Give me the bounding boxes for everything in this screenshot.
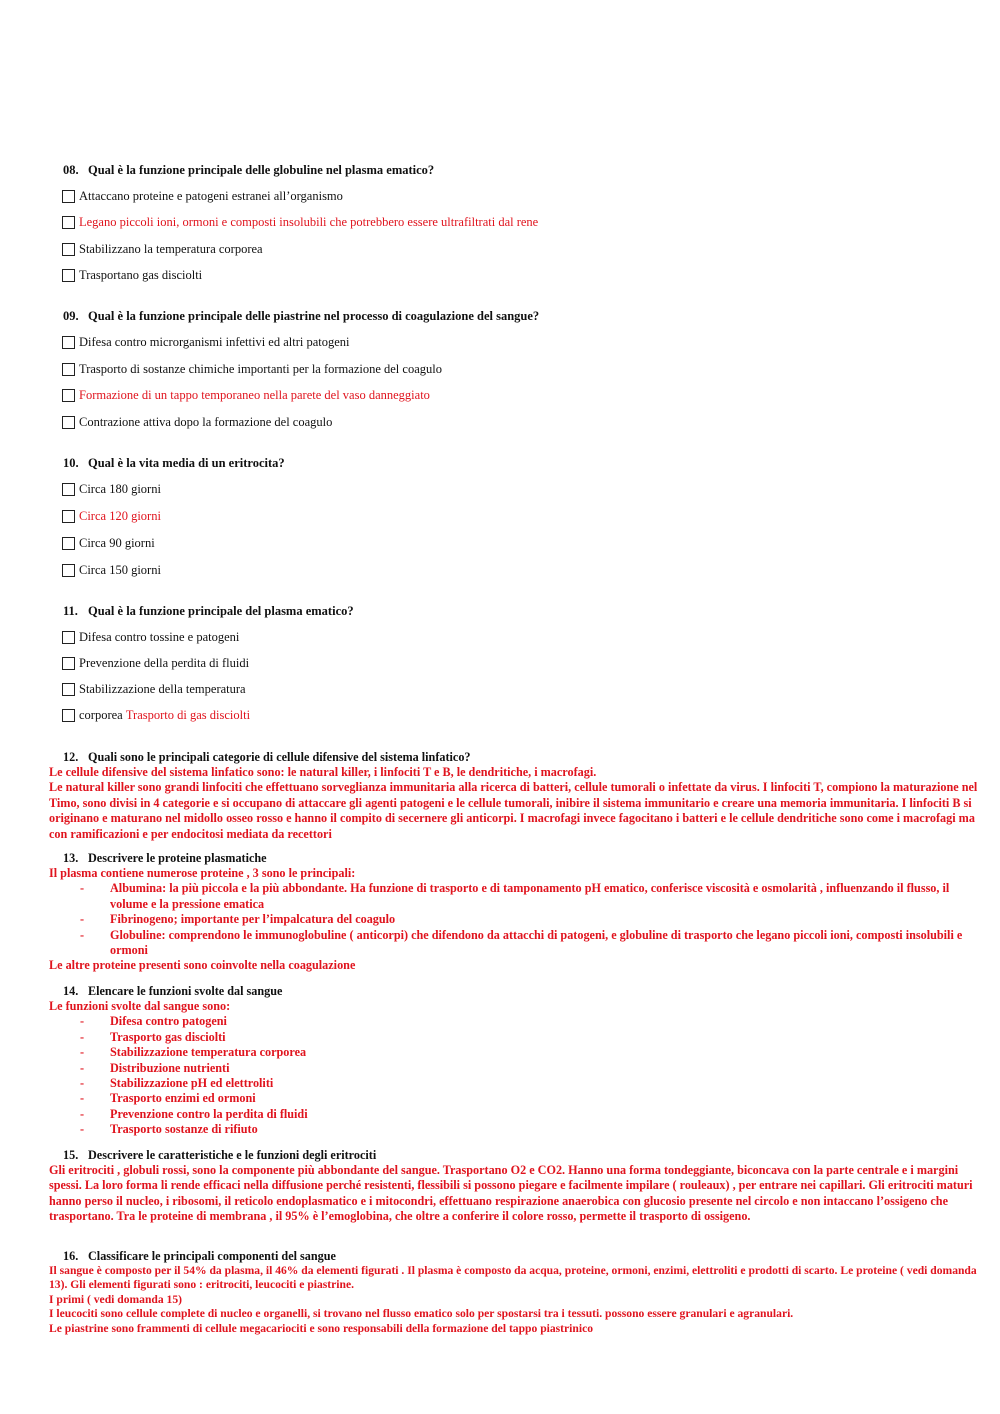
answer-intro: Il plasma contiene numerose proteine , 3 sono le principali: xyxy=(49,866,356,880)
list-dash: - xyxy=(80,1045,85,1060)
question-number: 16. xyxy=(63,1249,79,1263)
list-item xyxy=(49,928,989,959)
question-12-title xyxy=(63,750,471,765)
question-text: Qual è la funzione principale delle piastrine nel processo di coagulazione del sangue? xyxy=(88,309,540,323)
checkbox[interactable] xyxy=(62,416,75,429)
question-11-option-2[interactable] xyxy=(62,655,249,671)
checkbox[interactable] xyxy=(62,657,75,670)
list-item xyxy=(49,912,989,927)
question-12-answer xyxy=(49,765,989,842)
question-number: 10. xyxy=(63,456,79,470)
list-dash: - xyxy=(80,881,85,896)
question-text: Quali sono le principali categorie di cellule difensive del sistema linfatico? xyxy=(88,750,471,764)
question-13-title xyxy=(63,851,267,866)
list-item-text: Trasporto enzimi ed ormoni xyxy=(110,1091,256,1106)
checkbox[interactable] xyxy=(62,336,75,349)
question-text: Descrivere le caratteristiche e le funzioni degli eritrociti xyxy=(88,1148,377,1162)
option-label: Attaccano proteine e patogeni estranei all’organismo xyxy=(79,188,343,203)
question-11-option-4[interactable] xyxy=(62,707,250,723)
question-10-title xyxy=(63,456,285,471)
checkbox[interactable] xyxy=(62,709,75,722)
question-13-answer xyxy=(49,866,989,974)
option-label: Circa 180 giorni xyxy=(79,481,161,496)
checkbox[interactable] xyxy=(62,483,75,496)
question-11-option-3[interactable] xyxy=(62,681,246,697)
answer-paragraph: Gli eritrociti , globuli rossi, sono la componente più abbondante del sangue. Trasportano O2 e CO2. Hanno una forma tondeggiante, biconcava con la parte centrale e i margini spessi. La loro forma li rende efficaci nella diffusione perché resistenti, flessibili si possono piegare e facilmente impilare ( rouleaux) , per entrare nei capillari. Gli eritrociti maturi hanno perso il nucleo, i ribosomi, il reticolo endoplasmatico e i mitocondri, effettuano respirazione anaerobica con glucosio presente nel circolo e non intaccano l’ossigeno che trasportano. Tra le proteine di membrana , il 95% è l’emoglobina, che oltre a conferire il colore rosso, permette il trasporto di ossigeno. xyxy=(49,1163,973,1224)
list-dash: - xyxy=(80,1076,85,1091)
question-09-option-2[interactable] xyxy=(62,361,442,377)
list-item xyxy=(49,1076,989,1091)
question-15-title xyxy=(63,1148,376,1163)
list-dash: - xyxy=(80,1122,85,1137)
list-item-text: Trasporto gas disciolti xyxy=(110,1029,226,1044)
question-number: 09. xyxy=(63,309,79,323)
checkbox[interactable] xyxy=(62,216,75,229)
list-item xyxy=(49,1014,989,1029)
answer-intro: Le funzioni svolte dal sangue sono: xyxy=(49,999,231,1013)
question-15-answer xyxy=(49,1163,989,1225)
checkbox[interactable] xyxy=(62,190,75,203)
option-label: Circa 90 giorni xyxy=(79,535,155,550)
question-09-option-1[interactable] xyxy=(62,334,350,350)
option-label-correct: Formazione di un tappo temporaneo nella parete del vaso danneggiato xyxy=(79,387,430,402)
list-item-text: Globuline: comprendono le immunoglobuline ( anticorpi) che difendono da attacchi di patogeni, e globuline di trasporto che legano piccoli ioni, composti insolubili e ormoni xyxy=(110,927,963,958)
answer-paragraph: I leucociti sono cellule complete di nucleo e organelli, si trovano nel flusso ematico solo per spostarsi tra i tessuti. possono essere granulari e agranulari. xyxy=(49,1307,794,1321)
question-09-option-4[interactable] xyxy=(62,414,332,430)
question-text: Qual è la funzione principale delle globuline nel plasma ematico? xyxy=(88,163,435,177)
list-dash: - xyxy=(80,1060,85,1075)
option-label: Trasportano gas disciolti xyxy=(79,267,203,282)
list-dash: - xyxy=(80,1106,85,1121)
list-dash: - xyxy=(80,1029,85,1044)
question-text: Elencare le funzioni svolte dal sangue xyxy=(88,984,283,998)
list-item xyxy=(49,1107,989,1122)
answer-list xyxy=(49,881,989,958)
list-item xyxy=(49,881,989,912)
question-14-title xyxy=(63,984,282,999)
checkbox[interactable] xyxy=(62,537,75,550)
question-08-option-3[interactable] xyxy=(62,241,263,257)
question-text: Descrivere le proteine plasmatiche xyxy=(88,851,267,865)
checkbox[interactable] xyxy=(62,269,75,282)
option-label: Prevenzione della perdita di fluidi xyxy=(79,655,250,670)
question-number: 13. xyxy=(63,851,79,865)
question-text: Qual è la funzione principale del plasma ematico? xyxy=(88,604,354,618)
option-label: Circa 150 giorni xyxy=(79,562,161,577)
list-item-text: Stabilizzazione pH ed elettroliti xyxy=(110,1076,274,1091)
question-08-option-2[interactable] xyxy=(62,214,538,230)
answer-outro: Le altre proteine presenti sono coinvolte nella coagulazione xyxy=(49,958,356,973)
option-label-correct: Trasporto di gas disciolti xyxy=(125,707,251,722)
list-item xyxy=(49,1061,989,1076)
option-label-correct: Legano piccoli ioni, ormoni e composti insolubili che potrebbero essere ultrafiltrati dal rene xyxy=(79,214,539,229)
list-dash: - xyxy=(80,927,85,942)
option-label: Stabilizzazione della temperatura xyxy=(79,681,246,696)
list-item-text: Trasporto sostanze di rifiuto xyxy=(110,1122,258,1137)
checkbox[interactable] xyxy=(62,564,75,577)
question-number: 15. xyxy=(63,1148,79,1162)
question-08-option-4[interactable] xyxy=(62,267,202,283)
option-label: Stabilizzano la temperatura corporea xyxy=(79,241,263,256)
list-item xyxy=(49,1045,989,1060)
option-label: Difesa contro microrganismi infettivi ed altri patogeni xyxy=(79,334,350,349)
question-08-title xyxy=(63,163,434,178)
answer-paragraph: Il sangue è composto per il 54% da plasma, il 46% da elementi figurati . Il plasma è composto da acqua, proteine, ormoni, enzimi, elettroliti e prodotti di scarto. Le proteine ( vedi domanda 13). Gli elementi figurati sono : eritrociti, leucociti e piastrine. xyxy=(49,1264,977,1292)
list-item xyxy=(49,1122,989,1137)
question-10-option-2[interactable] xyxy=(62,508,161,524)
list-item-text: Stabilizzazione temperatura corporea xyxy=(110,1045,307,1060)
answer-paragraph: Le cellule difensive del sistema linfatico sono: le natural killer, i linfociti T e B, le dendritiche, i macrofagi. xyxy=(49,765,597,779)
option-label: Difesa contro tossine e patogeni xyxy=(79,629,240,644)
question-11-option-1[interactable] xyxy=(62,629,239,645)
option-label-correct: Circa 120 giorni xyxy=(79,508,161,523)
question-number: 11. xyxy=(63,604,78,618)
answer-paragraph: I primi ( vedi domanda 15) xyxy=(49,1292,183,1306)
list-dash: - xyxy=(80,1014,85,1029)
checkbox[interactable] xyxy=(62,363,75,376)
option-label: Trasporto di sostanze chimiche importanti per la formazione del coagulo xyxy=(79,361,442,376)
question-09-title xyxy=(63,309,539,324)
question-10-option-1[interactable] xyxy=(62,481,161,497)
question-text: Classificare le principali componenti del sangue xyxy=(88,1249,336,1263)
list-dash: - xyxy=(80,1091,85,1106)
list-item xyxy=(49,1030,989,1045)
question-number: 12. xyxy=(63,750,79,764)
checkbox[interactable] xyxy=(62,631,75,644)
answer-list xyxy=(49,1014,989,1137)
question-08-option-1[interactable] xyxy=(62,188,343,204)
question-11-title xyxy=(63,604,354,619)
question-10-option-3[interactable] xyxy=(62,535,155,551)
list-item-text: Fibrinogeno; importante per l’impalcatura del coagulo xyxy=(110,912,396,927)
option-label: Contrazione attiva dopo la formazione del coagulo xyxy=(79,414,333,429)
option-label: corporea xyxy=(79,707,123,722)
answer-paragraph: Le natural killer sono grandi linfociti che effettuano sorveglianza immunitaria alla ricerca di batteri, cellule tumorali o infettate da virus. I linfociti T, compiono la maturazione nel Timo, sono divisi in 4 categorie e si occupano di attaccare gli agenti patogeni e le cellule tumorali, inibire il sistema immunitario e creare una memoria immunitaria. I linfociti B si originano e maturano nel midollo osseo rosso e hanno il compito di secernere gli anticorpi. I macrofagi invece fagocitano i batteri e le cellule dendritiche sono come i macrofagi ma con ramificazioni e per endocitosi mediata da recettori xyxy=(49,780,978,841)
question-09-option-3[interactable] xyxy=(62,387,430,403)
question-text: Qual è la vita media di un eritrocita? xyxy=(88,456,285,470)
list-item-text: Albumina: la più piccola e la più abbondante. Ha funzione di trasporto e di tamponamento pH ematico, conferisce viscosità e osmolarità , influenzando il flusso, il volume e la pressione ematica xyxy=(110,881,950,911)
question-14-answer xyxy=(49,999,989,1138)
question-16-answer xyxy=(49,1264,989,1336)
question-10-option-4[interactable] xyxy=(62,562,161,578)
question-number: 14. xyxy=(63,984,79,998)
question-number: 08. xyxy=(63,163,79,177)
checkbox[interactable] xyxy=(62,683,75,696)
checkbox[interactable] xyxy=(62,389,75,402)
checkbox[interactable] xyxy=(62,510,75,523)
question-16-title xyxy=(63,1249,336,1264)
checkbox[interactable] xyxy=(62,243,75,256)
answer-paragraph: Le piastrine sono frammenti di cellule megacariociti e sono responsabili della formazione del tappo piastrinico xyxy=(49,1321,594,1335)
list-dash: - xyxy=(80,912,85,927)
list-item-text: Difesa contro patogeni xyxy=(110,1014,227,1029)
list-item-text: Distribuzione nutrienti xyxy=(110,1060,230,1075)
list-item-text: Prevenzione contro la perdita di fluidi xyxy=(110,1106,308,1121)
list-item xyxy=(49,1091,989,1106)
